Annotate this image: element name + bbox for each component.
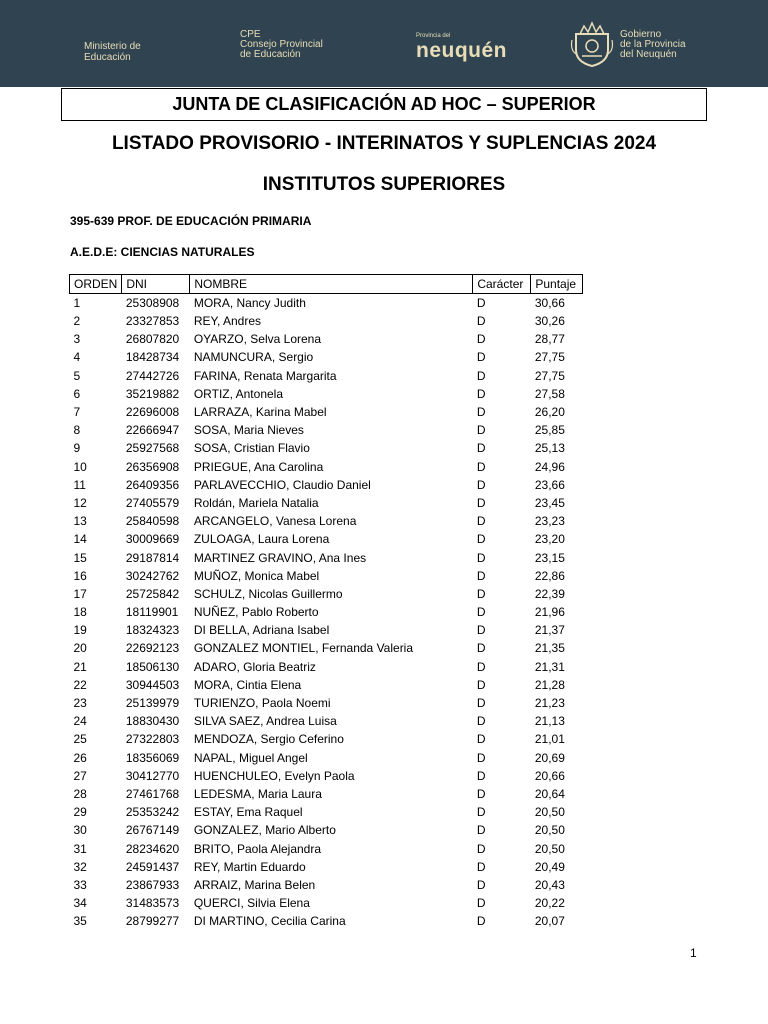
- cell-puntaje: 27,75: [534, 350, 565, 365]
- table-row: [70, 567, 583, 585]
- cell-caracter: D: [476, 405, 486, 420]
- cell-nombre: NAPAL, Miguel Angel: [193, 750, 308, 765]
- cell-caracter: D: [476, 459, 486, 474]
- cell-nombre: ARRAIZ, Marina Belen: [193, 877, 316, 892]
- cell-dni: 22696008: [125, 405, 180, 420]
- cell-orden: 2: [73, 314, 81, 329]
- cell-caracter: D: [476, 841, 486, 856]
- cell-orden: 28: [73, 786, 87, 801]
- cell-caracter: D: [476, 877, 486, 892]
- cell-orden: 18: [73, 605, 87, 620]
- cell-dni: 23867933: [125, 877, 180, 892]
- cell-puntaje: 20,69: [534, 750, 565, 765]
- table-row: [70, 712, 583, 730]
- cell-nombre: QUERCI, Silvia Elena: [193, 896, 310, 911]
- header-orden: ORDEN: [70, 275, 122, 294]
- cell-nombre: ARCANGELO, Vanesa Lorena: [193, 514, 357, 529]
- table-row: [70, 421, 583, 439]
- cell-puntaje: 20,43: [534, 877, 565, 892]
- table-row: [70, 876, 583, 894]
- cell-nombre: MARTINEZ GRAVINO, Ana Ines: [193, 550, 367, 565]
- cell-orden: 21: [73, 659, 87, 674]
- cell-dni: 31483573: [125, 896, 180, 911]
- cell-puntaje: 24,96: [534, 459, 565, 474]
- cell-orden: 20: [73, 641, 87, 656]
- cell-caracter: D: [476, 386, 486, 401]
- table-row: [70, 512, 583, 530]
- cell-orden: 26: [73, 750, 87, 765]
- header-band: [0, 0, 768, 87]
- cell-nombre: REY, Andres: [193, 314, 261, 329]
- cell-dni: 18356069: [125, 750, 180, 765]
- table-row: [70, 385, 583, 403]
- cell-dni: 26356908: [125, 459, 180, 474]
- table-row: [70, 603, 583, 621]
- cell-nombre: MORA, Nancy Judith: [193, 296, 306, 310]
- table-row: [70, 530, 583, 548]
- cell-dni: 18830430: [125, 714, 180, 729]
- cell-orden: 23: [73, 696, 87, 711]
- cell-nombre: NAMUNCURA, Sergio: [193, 350, 314, 365]
- cpe-logo: [240, 30, 323, 60]
- table-row: [70, 785, 583, 803]
- area-subtitle: A.E.D.E: CIENCIAS NATURALES: [70, 245, 255, 259]
- cell-caracter: D: [476, 914, 486, 929]
- cell-nombre: TURIENZO, Paola Noemi: [193, 696, 331, 711]
- table-header-row: [70, 275, 583, 294]
- cell-caracter: D: [476, 550, 486, 565]
- cell-caracter: D: [476, 659, 486, 674]
- cell-nombre: DI MARTINO, Cecilia Carina: [193, 914, 346, 929]
- table-row: [70, 912, 583, 930]
- cell-puntaje: 21,35: [534, 641, 565, 656]
- cell-orden: 27: [73, 768, 87, 783]
- cell-dni: 25353242: [125, 805, 180, 820]
- cell-dni: 28234620: [125, 841, 180, 856]
- cell-nombre: FARINA, Renata Margarita: [193, 368, 337, 383]
- table-row: [70, 858, 583, 876]
- cell-orden: 4: [73, 350, 81, 365]
- cell-dni: 25840598: [125, 514, 180, 529]
- cell-dni: 25139979: [125, 696, 180, 711]
- cell-orden: 34: [73, 896, 87, 911]
- table-row: [70, 694, 583, 712]
- cell-nombre: MORA, Cintia Elena: [193, 677, 302, 692]
- cell-puntaje: 27,58: [534, 386, 565, 401]
- cell-caracter: D: [476, 605, 486, 620]
- neuquen-logo: [416, 33, 507, 62]
- cell-caracter: D: [476, 896, 486, 911]
- table-row: [70, 676, 583, 694]
- cell-nombre: ADARO, Gloria Beatriz: [193, 659, 316, 674]
- cell-caracter: D: [476, 477, 486, 492]
- cell-caracter: D: [476, 641, 486, 656]
- cell-puntaje: 20,66: [534, 768, 565, 783]
- cell-caracter: D: [476, 568, 486, 583]
- cell-nombre: GONZALEZ, Mario Alberto: [193, 823, 336, 838]
- cell-nombre: OYARZO, Selva Lorena: [193, 332, 322, 347]
- cell-dni: 28799277: [125, 914, 180, 929]
- table-row: [70, 548, 583, 566]
- cell-caracter: D: [476, 768, 486, 783]
- cell-puntaje: 23,23: [534, 514, 565, 529]
- header-dni: DNI: [122, 275, 190, 294]
- table-row: [70, 639, 583, 657]
- cell-orden: 15: [73, 550, 87, 565]
- cell-puntaje: 23,20: [534, 532, 565, 547]
- cell-nombre: NUÑEZ, Pablo Roberto: [193, 605, 319, 620]
- cell-caracter: D: [476, 350, 486, 365]
- cell-caracter: D: [476, 714, 486, 729]
- cell-caracter: D: [476, 532, 486, 547]
- cell-orden: 5: [73, 368, 81, 383]
- header-puntaje: Puntaje: [531, 275, 583, 294]
- cell-nombre: PRIEGUE, Ana Carolina: [193, 459, 324, 474]
- cell-puntaje: 20,64: [534, 786, 565, 801]
- cell-nombre: BRITO, Paola Alejandra: [193, 841, 322, 856]
- cell-orden: 31: [73, 841, 87, 856]
- cell-caracter: D: [476, 332, 486, 347]
- cell-puntaje: 20,07: [534, 914, 565, 929]
- cell-caracter: D: [476, 441, 486, 456]
- cell-puntaje: 23,66: [534, 477, 565, 492]
- cell-caracter: D: [476, 786, 486, 801]
- gobierno-line-2: de la Provincia: [620, 39, 686, 50]
- table-row: [70, 458, 583, 476]
- cell-dni: 30242762: [125, 568, 180, 583]
- table-row: [70, 294, 583, 313]
- cell-puntaje: 21,96: [534, 605, 565, 620]
- cell-puntaje: 21,37: [534, 623, 565, 638]
- cell-orden: 19: [73, 623, 87, 638]
- cell-nombre: PARLAVECCHIO, Claudio Daniel: [193, 477, 371, 492]
- ministerio-line-1: Ministerio de: [84, 41, 141, 52]
- gobierno-line-3: del Neuquén: [620, 49, 677, 60]
- cell-orden: 30: [73, 823, 87, 838]
- listado-title: LISTADO PROVISORIO - INTERINATOS Y SUPLENCIAS 2024: [111, 133, 657, 154]
- cell-caracter: D: [476, 296, 486, 310]
- gobierno-logo: [570, 20, 700, 70]
- cell-puntaje: 22,39: [534, 586, 565, 601]
- cell-orden: 25: [73, 732, 87, 747]
- cell-nombre: ESTAY, Ema Raquel: [193, 805, 303, 820]
- cell-puntaje: 27,75: [534, 368, 565, 383]
- table-row: [70, 494, 583, 512]
- cell-caracter: D: [476, 677, 486, 692]
- table-row: [70, 476, 583, 494]
- table-row: [70, 585, 583, 603]
- cell-dni: 26807820: [125, 332, 180, 347]
- cell-orden: 8: [73, 423, 81, 438]
- neuquen-wordmark: neuquén: [416, 39, 507, 62]
- cell-dni: 22692123: [125, 641, 180, 656]
- cell-nombre: SOSA, Cristian Flavio: [193, 441, 310, 456]
- cell-orden: 32: [73, 859, 87, 874]
- cell-orden: 24: [73, 714, 87, 729]
- gobierno-text: [620, 30, 686, 60]
- cell-nombre: ZULOAGA, Laura Lorena: [193, 532, 330, 547]
- cell-dni: 25725842: [125, 586, 180, 601]
- cell-dni: 23327853: [125, 314, 180, 329]
- table-row: [70, 312, 583, 330]
- cell-nombre: MENDOZA, Sergio Ceferino: [193, 732, 344, 747]
- table-row: [70, 348, 583, 366]
- cell-orden: 22: [73, 677, 87, 692]
- cell-nombre: SCHULZ, Nicolas Guillermo: [193, 586, 343, 601]
- cell-dni: 22666947: [125, 423, 180, 438]
- cell-orden: 14: [73, 532, 87, 547]
- cell-dni: 24591437: [125, 859, 180, 874]
- cell-puntaje: 25,85: [534, 423, 565, 438]
- cell-caracter: D: [476, 586, 486, 601]
- cell-puntaje: 21,31: [534, 659, 565, 674]
- cell-nombre: HUENCHULEO, Evelyn Paola: [193, 768, 355, 783]
- table-row: [70, 367, 583, 385]
- cell-dni: 25927568: [125, 441, 180, 456]
- cell-orden: 10: [73, 459, 87, 474]
- cell-orden: 17: [73, 586, 87, 601]
- cell-dni: 25308908: [125, 296, 180, 310]
- table-row: [70, 730, 583, 748]
- cpe-line-1: Consejo Provincial: [240, 39, 323, 50]
- cell-puntaje: 28,77: [534, 332, 565, 347]
- table-row: [70, 403, 583, 421]
- cell-caracter: D: [476, 732, 486, 747]
- cell-orden: 12: [73, 495, 87, 510]
- cell-nombre: LARRAZA, Karina Mabel: [193, 405, 327, 420]
- cell-dni: 26767149: [125, 823, 180, 838]
- junta-title: JUNTA DE CLASIFICACIÓN AD HOC – SUPERIOR: [61, 88, 707, 121]
- cell-puntaje: 23,45: [534, 495, 565, 510]
- cell-orden: 33: [73, 877, 87, 892]
- cell-orden: 35: [73, 914, 87, 929]
- ministerio-line-2: Educación: [84, 52, 131, 63]
- table-row: [70, 894, 583, 912]
- cell-nombre: Roldán, Mariela Natalia: [193, 495, 319, 510]
- cell-dni: 27405579: [125, 495, 180, 510]
- cell-caracter: D: [476, 623, 486, 638]
- ministerio-logo: [84, 41, 141, 63]
- cell-puntaje: 20,22: [534, 896, 565, 911]
- cell-dni: 29187814: [125, 550, 180, 565]
- cell-orden: 29: [73, 805, 87, 820]
- table-row: [70, 767, 583, 785]
- cell-puntaje: 26,20: [534, 405, 565, 420]
- cell-orden: 7: [73, 405, 81, 420]
- provincial-crest-icon: [570, 20, 614, 68]
- cpe-tag: CPE: [240, 29, 261, 40]
- cell-dni: 18119901: [125, 605, 179, 620]
- cell-puntaje: 25,13: [534, 441, 565, 456]
- cell-puntaje: 30,66: [534, 296, 565, 310]
- neuquen-small-text: Provincia del: [416, 33, 451, 39]
- table-row: [70, 439, 583, 457]
- cell-orden: 16: [73, 568, 87, 583]
- institutos-title: INSTITUTOS SUPERIORES: [262, 174, 506, 195]
- cell-dni: 27322803: [125, 732, 180, 747]
- cell-orden: 11: [73, 477, 86, 492]
- cell-puntaje: 30,26: [534, 314, 565, 329]
- cell-caracter: D: [476, 423, 486, 438]
- cell-caracter: D: [476, 805, 486, 820]
- cell-dni: 30009669: [125, 532, 180, 547]
- cell-caracter: D: [476, 368, 486, 383]
- table-row: [70, 839, 583, 857]
- table-row: [70, 749, 583, 767]
- results-table: [69, 274, 583, 930]
- cell-dni: 30944503: [125, 677, 180, 692]
- cell-dni: 35219882: [125, 386, 180, 401]
- cell-orden: 3: [73, 332, 81, 347]
- cell-orden: 1: [73, 296, 81, 310]
- table-row: [70, 803, 583, 821]
- cell-puntaje: 22,86: [534, 568, 565, 583]
- cell-nombre: REY, Martin Eduardo: [193, 859, 306, 874]
- cell-dni: 18428734: [125, 350, 180, 365]
- cell-puntaje: 23,15: [534, 550, 565, 565]
- cell-dni: 30412770: [125, 768, 180, 783]
- cell-nombre: MUÑOZ, Monica Mabel: [193, 568, 320, 583]
- cell-nombre: GONZALEZ MONTIEL, Fernanda Valeria: [193, 641, 414, 656]
- page-number: 1: [690, 946, 697, 960]
- cell-nombre: SOSA, Maria Nieves: [193, 423, 304, 438]
- cell-nombre: ORTIZ, Antonela: [193, 386, 283, 401]
- cell-puntaje: 21,23: [534, 696, 565, 711]
- table-row: [70, 621, 583, 639]
- cell-orden: 6: [73, 386, 81, 401]
- cell-dni: 18506130: [125, 659, 180, 674]
- cell-caracter: D: [476, 495, 486, 510]
- cell-caracter: D: [476, 514, 486, 529]
- table-row: [70, 658, 583, 676]
- cpe-line-2: de Educación: [240, 49, 301, 60]
- cell-caracter: D: [476, 750, 486, 765]
- cell-puntaje: 21,01: [534, 732, 565, 747]
- cell-caracter: D: [476, 859, 486, 874]
- cell-nombre: LEDESMA, Maria Laura: [193, 786, 322, 801]
- cell-dni: 27461768: [125, 786, 180, 801]
- cell-caracter: D: [476, 314, 486, 329]
- cell-puntaje: 20,50: [534, 823, 565, 838]
- cell-puntaje: 21,28: [534, 677, 565, 692]
- table-row: [70, 330, 583, 348]
- cell-dni: 18324323: [125, 623, 180, 638]
- header-caracter: Carácter: [473, 275, 531, 294]
- gobierno-line-1: Gobierno: [620, 29, 662, 40]
- cell-caracter: D: [476, 696, 486, 711]
- career-subtitle: 395-639 PROF. DE EDUCACIÓN PRIMARIA: [70, 214, 312, 228]
- cell-orden: 9: [73, 441, 81, 456]
- table-row: [70, 821, 583, 839]
- cell-caracter: D: [476, 823, 486, 838]
- cell-puntaje: 20,50: [534, 841, 565, 856]
- cell-dni: 26409356: [125, 477, 180, 492]
- cell-orden: 13: [73, 514, 87, 529]
- cell-puntaje: 21,13: [534, 714, 565, 729]
- cell-dni: 27442726: [125, 368, 180, 383]
- cell-puntaje: 20,49: [534, 859, 565, 874]
- cell-nombre: DI BELLA, Adriana Isabel: [193, 623, 330, 638]
- cell-nombre: SILVA SAEZ, Andrea Luisa: [193, 714, 337, 729]
- cell-puntaje: 20,50: [534, 805, 565, 820]
- header-nombre: NOMBRE: [190, 275, 473, 294]
